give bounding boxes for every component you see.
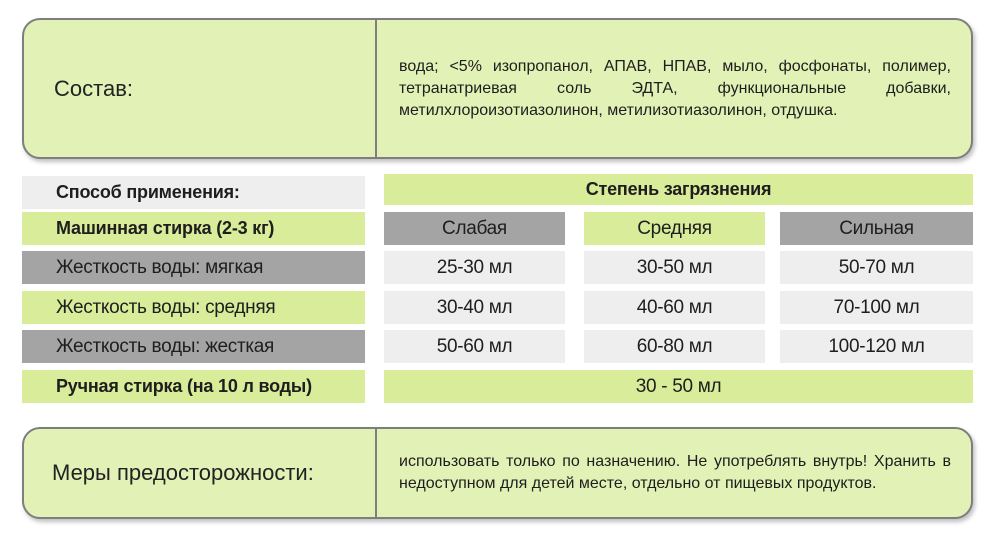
row-medium-water-light: 30-40 мл (384, 291, 565, 324)
level-light: Слабая (384, 212, 565, 245)
contamination-header: Степень загрязнения (384, 174, 973, 205)
row-soft-water-medium: 30-50 мл (584, 251, 765, 284)
hand-wash-label: Ручная стирка (на 10 л воды) (22, 370, 365, 403)
row-hard-water-label: Жесткость воды: жесткая (22, 330, 365, 363)
precautions-text: использовать только по назначению. Не употреблять внутрь! Хранить в недоступном для детей месте, отдельно от пищевых продуктов. (399, 453, 951, 492)
row-hard-water-medium: 60-80 мл (584, 330, 765, 363)
precautions-panel (22, 427, 973, 519)
row-hard-water-heavy: 100-120 мл (780, 330, 973, 363)
row-soft-water-light: 25-30 мл (384, 251, 565, 284)
row-soft-water-heavy: 50-70 мл (780, 251, 973, 284)
level-heavy: Сильная (780, 212, 973, 245)
method-label: Способ применения: (22, 176, 365, 209)
hand-wash-value: 30 - 50 мл (384, 370, 973, 403)
row-soft-water-label: Жесткость воды: мягкая (22, 251, 365, 284)
machine-wash-label: Машинная стирка (2-3 кг) (22, 212, 365, 245)
row-hard-water-light: 50-60 мл (384, 330, 565, 363)
composition-text: вода; <5% изопропанол, АПАВ, НПАВ, мыло, фосфонаты, полимер, тетранатриевая соль ЭДТА, функциональные добавки, метилхлороизотиазолинон, метилизотиазолинон, отдушка. (399, 57, 951, 119)
row-medium-water-label: Жесткость воды: средняя (22, 291, 365, 324)
composition-panel (22, 18, 973, 159)
precautions-label: Меры предосторожности: (24, 429, 377, 517)
row-medium-water-medium: 40-60 мл (584, 291, 765, 324)
level-medium: Средняя (584, 212, 765, 245)
row-medium-water-heavy: 70-100 мл (780, 291, 973, 324)
composition-label: Состав: (24, 20, 377, 157)
